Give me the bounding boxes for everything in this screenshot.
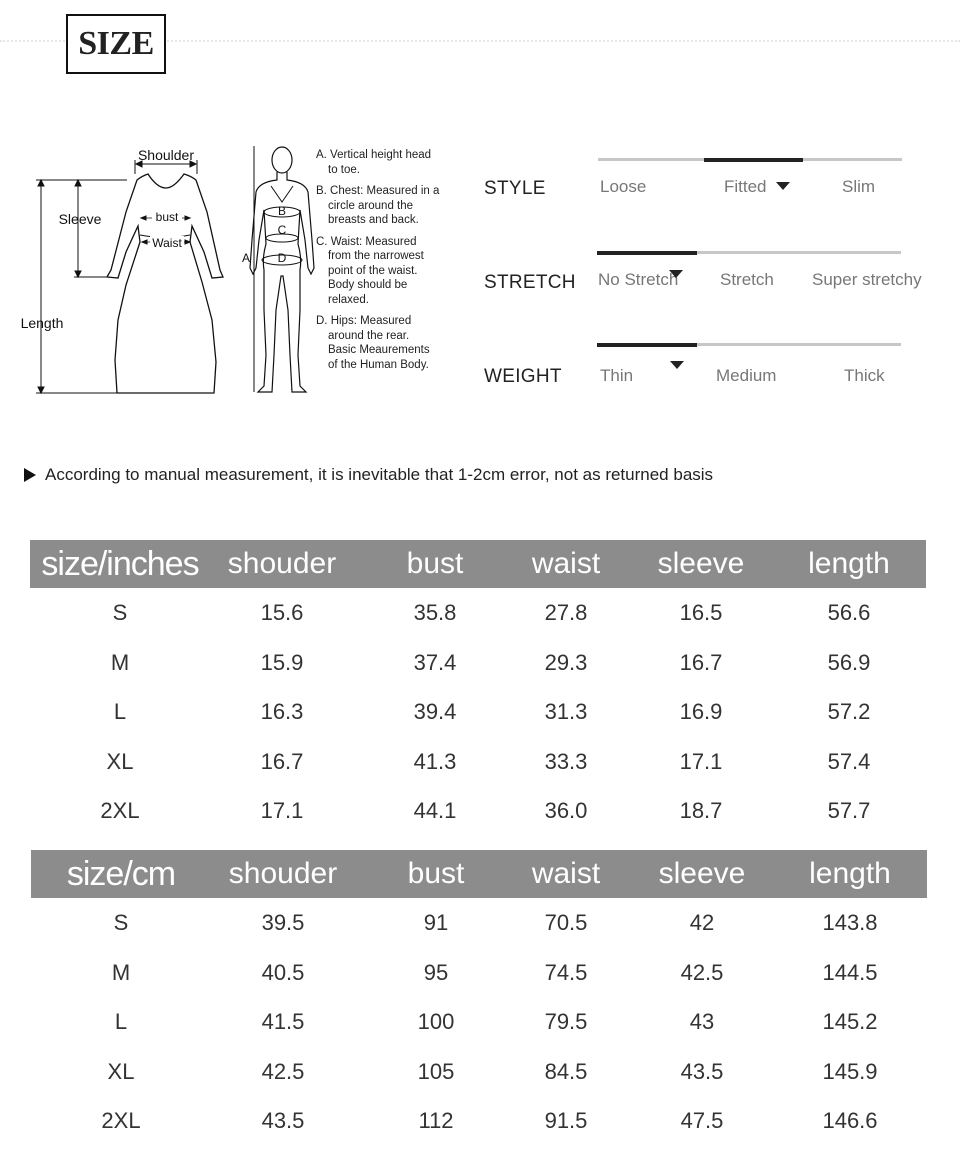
size-table-cm xyxy=(31,850,927,1146)
style-option-fitted: Fitted xyxy=(724,177,767,196)
header-bust: bust xyxy=(407,857,465,890)
size-title: SIZE xyxy=(66,14,166,74)
style-option-slim: Slim xyxy=(842,177,876,196)
disclaimer-text: According to manual measurement, it is inevitable that 1-2cm error, not as returned basis xyxy=(45,465,714,484)
stretch-track-fill xyxy=(597,251,697,255)
measurement-notes xyxy=(316,148,456,379)
weight-track xyxy=(597,343,901,346)
weight-option-thin: Thin xyxy=(600,366,634,385)
note-b: B. Chest: Measured in a circle around the breasts and back. xyxy=(316,185,440,226)
header-waist: waist xyxy=(531,857,601,890)
stretch-option-stretch: Stretch xyxy=(720,270,774,289)
label-b: B xyxy=(277,204,287,218)
style-selected-marker-icon xyxy=(776,182,790,190)
header-bust: bust xyxy=(406,547,464,580)
weight-option-medium: Medium xyxy=(716,366,777,385)
header-sleeve: sleeve xyxy=(658,857,746,890)
stretch-track xyxy=(597,251,901,254)
table-row: S 15.6 35.8 27.8 16.5 56.6 xyxy=(112,600,871,625)
style-track-fill xyxy=(704,158,803,162)
table-body xyxy=(31,898,927,1146)
header-size: size/inches xyxy=(41,545,199,583)
stretch-selected-marker-icon xyxy=(669,270,683,278)
table-row: M 40.5 95 74.5 42.5 144.5 xyxy=(111,959,878,985)
label-a: A xyxy=(241,251,251,265)
dress-outline xyxy=(107,174,223,393)
header-length: length xyxy=(808,547,890,580)
table-row: XL 42.5 105 84.5 43.5 145.9 xyxy=(107,1058,878,1084)
table-row: 2XL 17.1 44.1 36.0 18.7 57.7 xyxy=(100,798,871,823)
stretch-label: STRETCH xyxy=(484,272,576,293)
style-track xyxy=(598,158,902,161)
header-sleeve: sleeve xyxy=(657,547,745,580)
label-shoulder: Shoulder xyxy=(137,147,195,163)
header-waist: waist xyxy=(531,547,601,580)
table-header xyxy=(30,540,926,588)
note-d: D. Hips: Measured around the rear. Basic Meaurements of the Human Body. xyxy=(316,315,430,371)
table-row: S 39.5 91 70.5 42 143.8 xyxy=(113,910,878,935)
stretch-option-super-stretchy: Super stretchy xyxy=(812,270,922,289)
note-c: C. Waist: Measured from the narrowest point of the waist. Body should be relaxed. xyxy=(316,235,424,306)
weight-track-fill xyxy=(597,343,697,347)
note-a: A. Vertical height head to toe. xyxy=(316,149,432,176)
label-waist: Waist xyxy=(152,236,182,250)
label-c: C xyxy=(277,223,287,237)
header-size: size/cm xyxy=(66,855,176,893)
header-shoulder: shouder xyxy=(227,547,337,580)
weight-option-thick: Thick xyxy=(844,366,885,385)
weight-selected-marker-icon xyxy=(670,361,684,369)
stretch-option-no-stretch: No Stretch xyxy=(598,270,679,289)
label-length: Length xyxy=(20,315,64,331)
table-row: L 41.5 100 79.5 43 145.2 xyxy=(114,1009,878,1034)
header-shoulder: shouder xyxy=(228,857,338,890)
table-row: M 15.9 37.4 29.3 16.7 56.9 xyxy=(110,649,871,675)
weight-label: WEIGHT xyxy=(484,366,562,387)
size-table-inches xyxy=(30,540,926,836)
header-length: length xyxy=(809,857,891,890)
label-sleeve: Sleeve xyxy=(58,211,102,227)
body-figure xyxy=(250,147,314,392)
label-d: D xyxy=(277,251,287,265)
style-option-loose: Loose xyxy=(600,177,647,196)
measurement-disclaimer xyxy=(24,465,713,485)
style-label: STYLE xyxy=(484,178,546,199)
table-row: 2XL 43.5 112 91.5 47.5 146.6 xyxy=(101,1108,878,1133)
table-header xyxy=(31,850,927,898)
table-row: L 16.3 39.4 31.3 16.9 57.2 xyxy=(113,699,871,724)
table-row: XL 16.7 41.3 33.3 17.1 57.4 xyxy=(106,748,871,774)
label-bust: bust xyxy=(155,210,179,224)
play-arrow-icon xyxy=(24,468,36,482)
table-body xyxy=(30,588,926,836)
